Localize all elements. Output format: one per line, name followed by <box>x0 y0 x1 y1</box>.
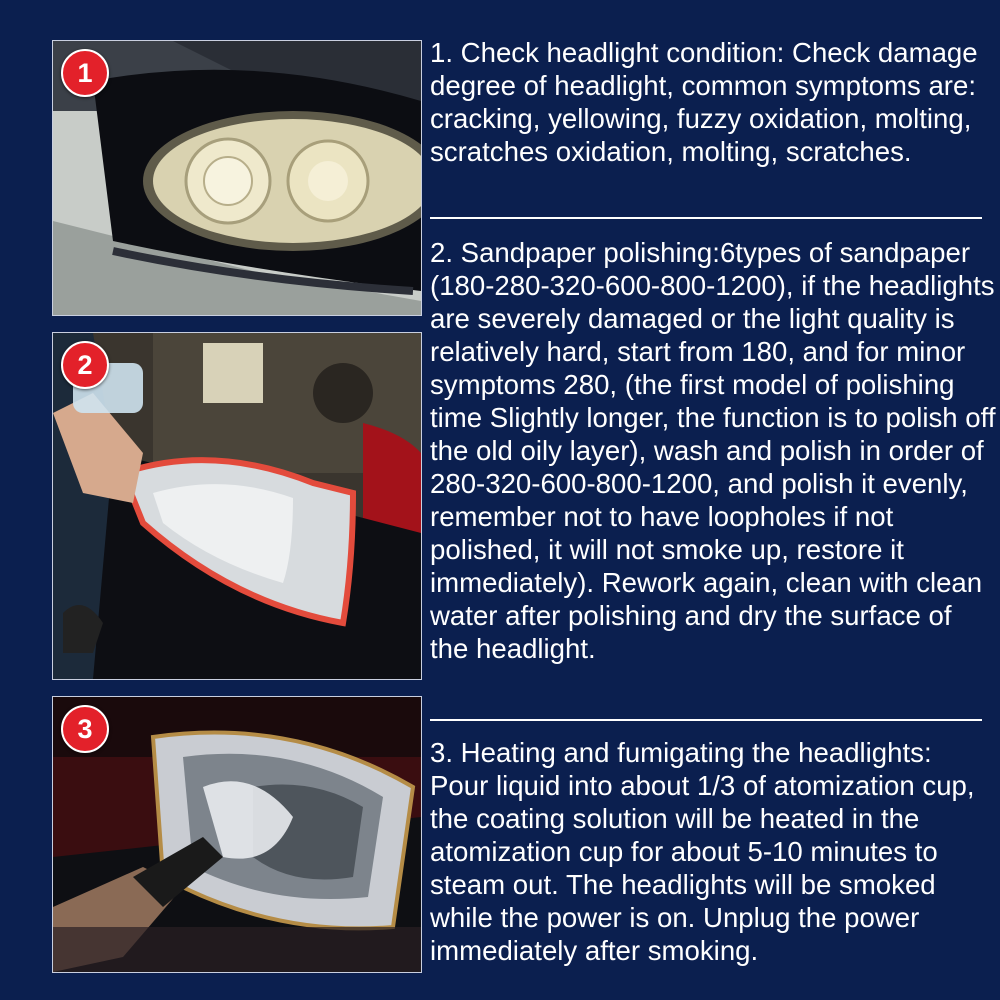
step-badge-3: 3 <box>61 705 109 753</box>
step-3-text: 3. Heating and fumigating the headlights: Pour liquid into about 1/3 of atomization cup, the coating solution will be heated in the atomization cup for about 5-10 minutes to steam out. The headlights will be smoked while the power is on. Unplug the power immediately after smoking. <box>430 737 975 966</box>
step-1-text: 1. Check headlight condition: Check damage degree of headlight, common symptoms are: cracking, yellowing, fuzzy oxidation, molting, scratches oxidation, molting, scratches. <box>430 37 978 167</box>
step-badge-1: 1 <box>61 49 109 97</box>
photo-heating-fumigating <box>52 696 422 973</box>
step-2-text: 2. Sandpaper polishing:6types of sandpaper (180-280-320-600-800-1200), if the headlights are severely damaged or the light quality is relatively hard, start from 180, and for minor symptoms 280, (the first model of polishing time Slightly longer, the function is to polish off the old oily layer), wash and polish in order of 280-320-600-800-1200, and polish it evenly, remember not to have loopholes if not polished, it will not smoke up, restore it immediately). Rework again, clean with clean water after polishing and dry the surface of the headlight. <box>430 237 996 664</box>
step-badge-2: 2 <box>61 341 109 389</box>
photo-sandpaper-polishing <box>52 332 422 680</box>
divider-1 <box>430 217 982 219</box>
divider-2 <box>430 719 982 721</box>
photo-headlight-condition <box>52 40 422 316</box>
